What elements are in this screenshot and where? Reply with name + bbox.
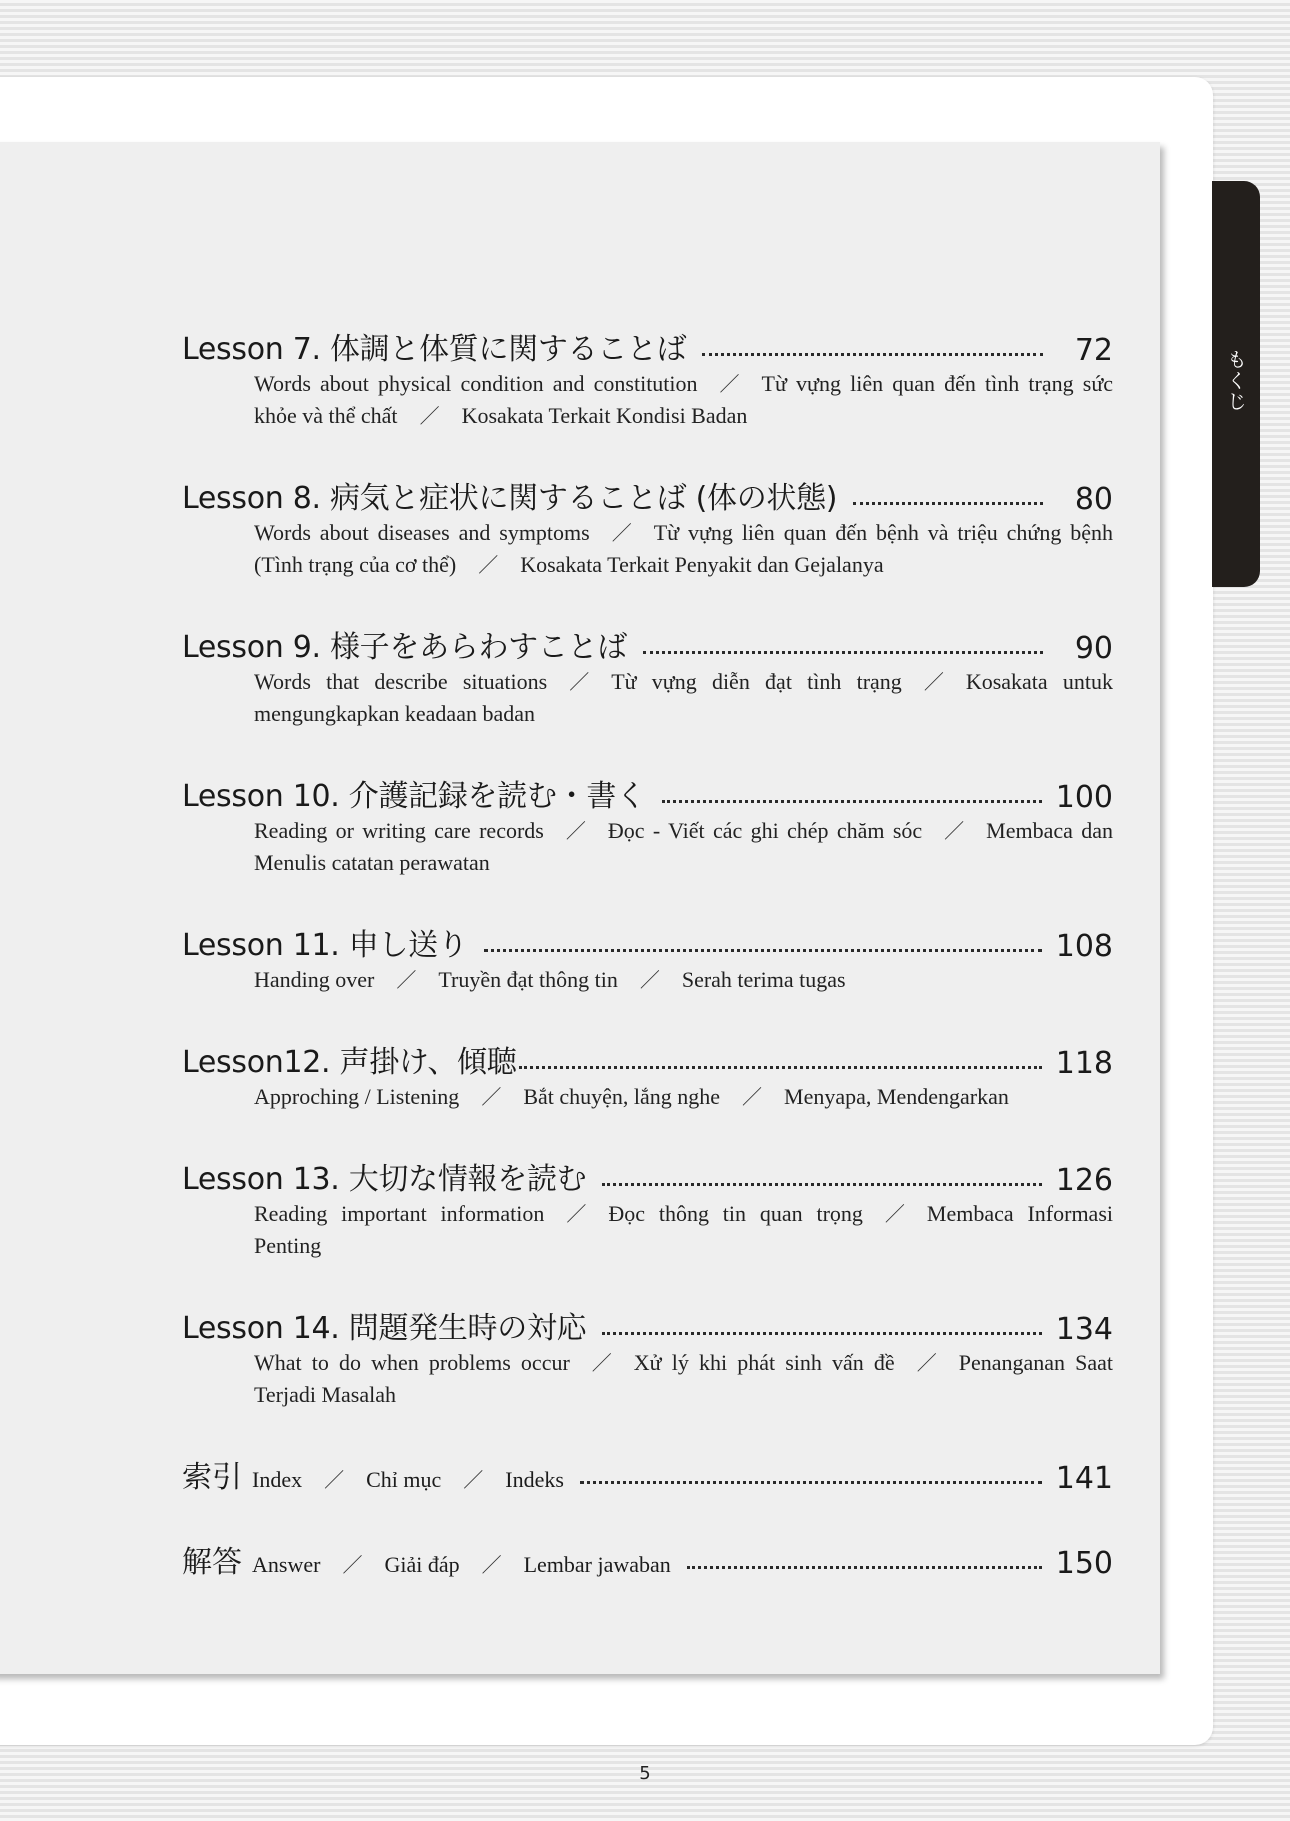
- separator: ／: [565, 819, 586, 843]
- toc-entry-lesson-9[interactable]: [182, 626, 1113, 730]
- separator: ／: [944, 819, 965, 843]
- dot-leader: [602, 1331, 1041, 1335]
- lesson-translations: [254, 964, 1113, 996]
- lesson-page-number: 90: [1074, 631, 1113, 666]
- separator: ／: [419, 404, 440, 428]
- separator: ／: [478, 553, 499, 577]
- separator: ／: [611, 521, 632, 545]
- answer-page-number: 150: [1055, 1546, 1113, 1581]
- translation-english: Index: [252, 1467, 303, 1492]
- translation-vietnamese: Bắt chuyện, lắng nghe: [523, 1084, 721, 1109]
- toc-entry-lesson-12[interactable]: [182, 1041, 1113, 1113]
- separator: ／: [742, 1085, 763, 1109]
- translation-indonesian: Serah terima tugas: [681, 967, 846, 992]
- translation-english: Reading important information: [254, 1201, 545, 1226]
- answer-translations: [252, 1549, 671, 1581]
- lesson-translations: [254, 666, 1113, 730]
- toc-entry-lesson-13[interactable]: [182, 1158, 1113, 1262]
- lesson-page-number: 134: [1055, 1312, 1113, 1347]
- translation-indonesian: Lembar jawaban: [523, 1552, 671, 1577]
- lesson-page-number: 80: [1074, 482, 1113, 517]
- translation-english: Words about diseases and symptoms: [254, 520, 590, 545]
- dot-leader: [702, 352, 1043, 356]
- side-tab-label: もくじ: [1223, 349, 1248, 412]
- toc-entry-index[interactable]: [182, 1456, 1113, 1496]
- toc-entry-lesson-7[interactable]: [182, 328, 1113, 432]
- translation-english: Words about physical condition and constitution: [254, 371, 698, 396]
- dot-leader: [602, 1182, 1041, 1186]
- separator: ／: [569, 670, 590, 694]
- translation-english: Reading or writing care records: [254, 818, 544, 843]
- translation-indonesian: Membaca Informasi Penting: [254, 1201, 1113, 1258]
- lesson-page-number: 72: [1074, 333, 1113, 368]
- lesson-translations: [254, 368, 1113, 432]
- separator: ／: [481, 1553, 502, 1577]
- translation-vietnamese: Từ vựng diễn đạt tình trạng: [611, 669, 902, 694]
- dot-leader: [662, 799, 1042, 803]
- index-label: 索引: [182, 1460, 242, 1495]
- page-number: 5: [639, 1763, 651, 1784]
- separator: ／: [324, 1468, 345, 1492]
- index-page-number: 141: [1055, 1461, 1113, 1496]
- translation-vietnamese: Xử lý khi phát sinh vấn đề: [633, 1350, 895, 1375]
- translation-indonesian: Menyapa, Mendengarkan: [784, 1084, 1009, 1109]
- separator: ／: [566, 1202, 587, 1226]
- lesson-page-number: 126: [1055, 1163, 1113, 1198]
- lesson-title: Lesson 13. 大切な情報を読む: [182, 1162, 587, 1197]
- lesson-translations: [254, 1347, 1113, 1411]
- side-tab-contents[interactable]: [1212, 181, 1260, 587]
- translation-vietnamese: Truyền đạt thông tin: [438, 967, 618, 992]
- translation-english: Approching / Listening: [254, 1084, 460, 1109]
- lesson-translations: [254, 517, 1113, 581]
- translation-vietnamese: Chỉ mục: [366, 1467, 442, 1492]
- lesson-translations: [254, 1081, 1113, 1113]
- separator: ／: [639, 968, 660, 992]
- translation-english: Handing over: [254, 967, 375, 992]
- dot-leader: [484, 948, 1042, 952]
- separator: ／: [463, 1468, 484, 1492]
- toc-entry-lesson-11[interactable]: [182, 924, 1113, 996]
- lesson-page-number: 100: [1055, 780, 1113, 815]
- dot-leader: [687, 1565, 1042, 1569]
- separator: ／: [591, 1351, 612, 1375]
- lesson-title: Lesson 14. 問題発生時の対応: [182, 1311, 587, 1346]
- lesson-page-number: 118: [1055, 1046, 1113, 1081]
- toc-entry-answer[interactable]: [182, 1541, 1113, 1581]
- separator: ／: [884, 1202, 905, 1226]
- dot-leader: [853, 501, 1043, 505]
- lesson-page-number: 108: [1055, 929, 1113, 964]
- toc-entry-lesson-10[interactable]: [182, 775, 1113, 879]
- translation-indonesian: Penanganan Saat Terjadi Masalah: [254, 1350, 1114, 1407]
- separator: ／: [396, 968, 417, 992]
- lesson-title: Lesson 9. 様子をあらわすことば: [182, 630, 627, 665]
- toc-entry-lesson-14[interactable]: [182, 1307, 1113, 1411]
- lesson-title: Lesson 8. 病気と症状に関することば (体の状態): [182, 481, 838, 516]
- dot-leader: [643, 650, 1043, 654]
- answer-label: 解答: [182, 1545, 242, 1580]
- toc-entry-lesson-8[interactable]: [182, 477, 1113, 581]
- translation-vietnamese: Đọc - Viết các ghi chép chăm sóc: [607, 818, 923, 843]
- translation-vietnamese: Từ vựng liên quan đến tình trạng sức khỏe và thể chất: [254, 371, 1114, 428]
- lesson-title: Lesson 10. 介護記録を読む・書く: [182, 779, 646, 814]
- index-translations: [252, 1464, 564, 1496]
- translation-english: What to do when problems occur: [254, 1350, 570, 1375]
- translation-vietnamese: Giải đáp: [384, 1552, 460, 1577]
- separator: ／: [342, 1553, 363, 1577]
- separator: ／: [916, 1351, 937, 1375]
- separator: ／: [719, 372, 740, 396]
- translation-indonesian: Kosakata Terkait Penyakit dan Gejalanya: [520, 552, 884, 577]
- dot-leader: [580, 1480, 1042, 1484]
- translation-indonesian: Membaca dan Menulis catatan perawatan: [254, 818, 1113, 875]
- lesson-title: Lesson 11. 申し送り: [182, 928, 468, 963]
- lesson-translations: [254, 815, 1113, 879]
- dot-leader: [519, 1065, 1042, 1069]
- translation-vietnamese: Từ vựng liên quan đến bệnh và triệu chứng bệnh (Tình trạng của cơ thể): [254, 520, 1113, 577]
- translation-vietnamese: Đọc thông tin quan trọng: [608, 1201, 863, 1226]
- separator: ／: [481, 1085, 502, 1109]
- lesson-translations: [254, 1198, 1113, 1262]
- lesson-title: Lesson 7. 体調と体質に関することば: [182, 332, 687, 367]
- translation-indonesian: Kosakata untuk mengungkapkan keadaan badan: [254, 669, 1114, 726]
- translation-english: Answer: [252, 1552, 321, 1577]
- translation-indonesian: Kosakata Terkait Kondisi Badan: [461, 403, 748, 428]
- translation-indonesian: Indeks: [505, 1467, 564, 1492]
- separator: ／: [923, 670, 944, 694]
- lesson-title: Lesson12. 声掛け、傾聴: [182, 1045, 517, 1080]
- translation-english: Words that describe situations: [254, 669, 548, 694]
